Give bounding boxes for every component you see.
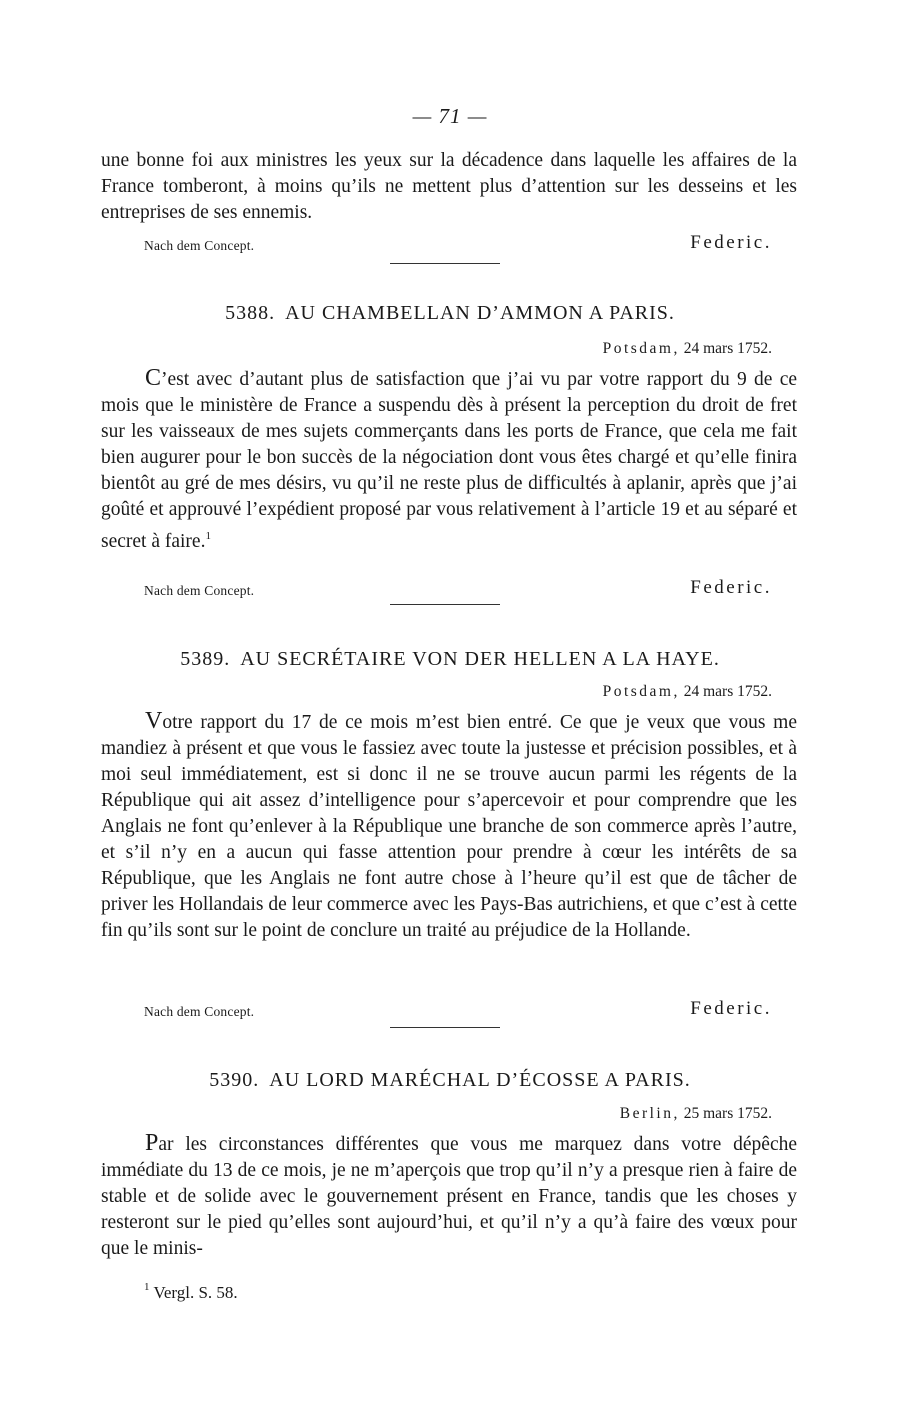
signature: Federic. — [690, 577, 772, 598]
dateline — [620, 1105, 772, 1123]
letter-body — [101, 365, 797, 555]
dateline-date: 25 mars 1752. — [683, 1105, 772, 1122]
section-divider — [390, 263, 500, 264]
letter-body-text: ar les circonstances différentes que vous me marquez dans votre dépêche immédiate du 13 de ce mois, je ne m’aperçois que trop qu’il n’y a presque rien à faire de stable et de solide avec le gouvernement présent en France, tandis que les choses y resteront sur le pied qu’elles sont aujourd’hui, et qu’il n’y a qu’à faire des vœux pour que le minis- — [101, 1134, 797, 1259]
footnote — [144, 1281, 238, 1303]
letter-signature-row — [144, 577, 772, 603]
dateline-date: 24 mars 1752. — [683, 340, 772, 357]
initial-letter: C — [145, 365, 162, 391]
footnote-text: Vergl. S. 58. — [153, 1283, 238, 1302]
footnote-reference: 1 — [205, 530, 211, 542]
letter-title: AU SECRÉTAIRE VON DER HELLEN A LA HAYE. — [240, 648, 720, 670]
letter-signature-row — [144, 998, 772, 1024]
letter-body — [101, 1130, 797, 1262]
footnote-mark: 1 — [144, 1281, 150, 1293]
dateline-place: Potsdam, — [602, 683, 680, 700]
page-number: — 71 — — [412, 104, 488, 128]
source-note: Nach dem Concept. — [144, 238, 255, 253]
letter-number: 5389. — [180, 648, 231, 670]
source-note: Nach dem Concept. — [144, 583, 255, 598]
initial-letter: V — [145, 708, 163, 734]
letter-body-block — [101, 1130, 797, 1262]
dateline — [603, 683, 772, 701]
dateline-place: Berlin, — [619, 1105, 680, 1122]
letter-body-block — [101, 365, 797, 555]
section-divider — [390, 1027, 500, 1028]
source-note: Nach dem Concept. — [144, 1004, 255, 1019]
letter-number: 5388. — [225, 302, 276, 324]
letter-heading — [0, 1069, 900, 1092]
letter-body-block — [101, 708, 797, 944]
letter-body-text: otre rapport du 17 de ce mois m’est bien entré. Ce que je veux que vous me mandiez à présent et que vous le fassiez avec toute la justesse et précision possibles, et à moi seul immédiatement, est si donc il ne se trouve aucun parmi les régents de la République qui ait assez d’intelligence pour s’apercevoir et pour comprendre que les Anglais ne font qu’enlever à la République une branche de son commerce après l’autre, et s’il n’y en a aucun qui fasse attention pour prendre à cœur les intérêts de sa République, que les Anglais ne font autre chose à l’heure qu’il est que de tâcher de priver les Hollandais de leur commerce avec les Pays-Bas autrichiens, et que c’est à cette fin qu’ils sont sur le point de conclure un traité au préjudice de la Hollande. — [101, 712, 797, 941]
continuation-paragraph: une bonne foi aux ministres les yeux sur la décadence dans laquelle les affaires de la France tomberont, à moins qu’ils ne mettent plus d’attention sur les desseins et les entreprises de ses ennemis. — [101, 150, 797, 223]
initial-letter: P — [145, 1130, 159, 1156]
signature: Federic. — [690, 998, 772, 1019]
signature: Federic. — [690, 232, 772, 253]
continuation-paragraph-block — [101, 148, 797, 226]
continuation-signature-row — [144, 232, 772, 258]
section-divider — [390, 604, 500, 605]
letter-title: AU LORD MARÉCHAL D’ÉCOSSE A PARIS. — [269, 1069, 691, 1091]
letter-title: AU CHAMBELLAN D’AMMON A PARIS. — [285, 302, 675, 324]
letter-number: 5390. — [209, 1069, 260, 1091]
letter-body — [101, 708, 797, 944]
dateline-place: Potsdam, — [602, 340, 680, 357]
dateline — [603, 340, 772, 358]
letter-heading — [0, 648, 900, 671]
letter-heading — [0, 302, 900, 325]
dateline-date: 24 mars 1752. — [683, 683, 772, 700]
letter-body-text: ’est avec d’autant plus de satisfaction que j’ai vu par votre rapport du 9 de ce mois que le ministère de France a suspendu dès à présent la perception du droit de fret sur les vaisseaux de mes sujets commerçants dans les ports de France, que cela me fait bien augurer pour le bon succès de la négociation dont vous êtes chargé et qu’elle finira bientôt au gré de mes désirs, vu qu’il ne reste plus de difficultés à aplanir, après que j’ai goûté et approuvé l’expédient proposé par vous relativement à l’article 19 et au séparé et secret à faire. — [101, 369, 797, 552]
